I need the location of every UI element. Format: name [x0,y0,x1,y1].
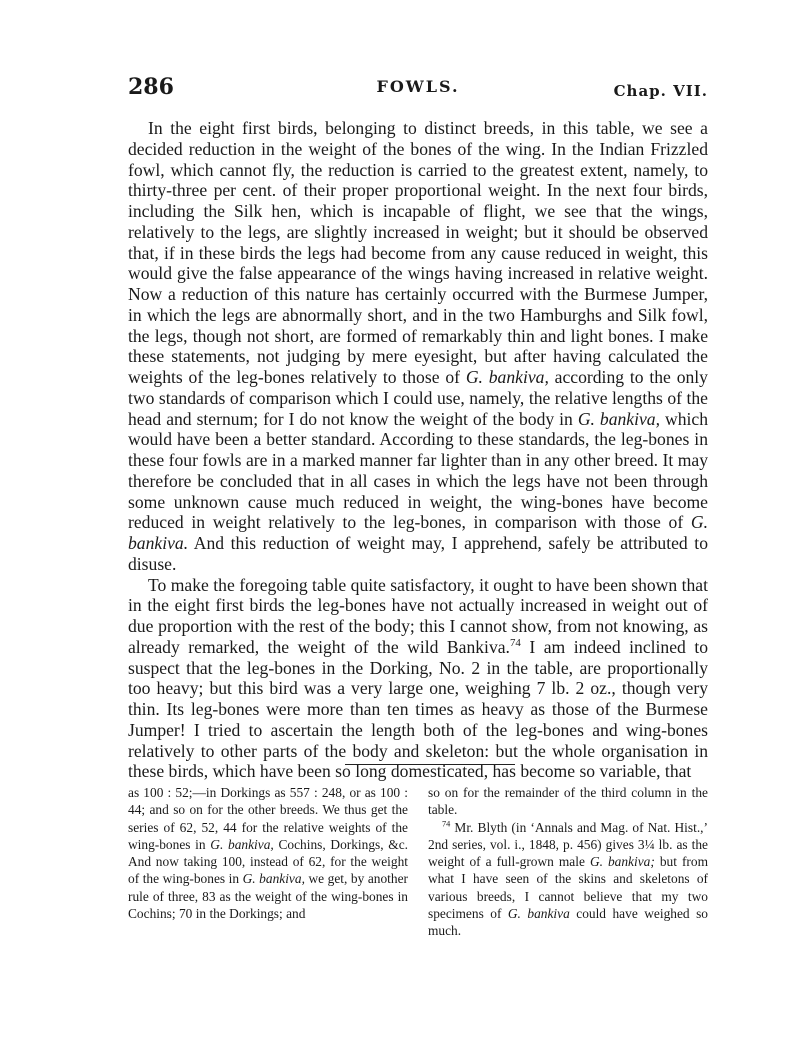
page-number: 286 [128,74,174,100]
species-name: G. bankiva [507,906,570,922]
main-text [128,118,708,782]
footnote-74: $^{74}$ Mr. Blyth (in ‘Annals and Mag. of Nat. Hist.,’ 2nd series, vol. i., 1848, p. 456) gives 3¼ lb. as the weight of a full-grown male G. bankiva; but from what I have seen of the skins and skeletons of various breeds, I cannot believe that my two specimens of G. bankiva could have weighed so much. [428,819,709,939]
footnote-column-right [428,784,708,940]
species-name: G. bankiva, [242,871,305,887]
species-name: G. bankiva. [128,512,708,553]
body-paragraph-2: To make the foregoing table quite satisfactory, it ought to have been shown that in the eight first birds the leg-bones have not actually increased in weight out of due proportion with the rest of the body; this I cannot show, from not knowing, as already remarked, the weight of the wild Bankiva.$^{74}$ I am indeed inclined to suspect that the leg-bones in the Dorking, No. 2 in the table, are proportionally too heavy; but this bird was a very large one, weighing 7 lb. 2 oz., though very thin. Its leg-bones were more than ten times as heavy as those of the Burmese Jumper! I tried to ascertain the length both of the leg-bones and wing-bones relatively to other parts of the body and skeleton: but the whole organisation in these birds, which have been so long domesticated, has become so variable, that [128,574,709,782]
species-name: G. bankiva, [465,367,549,387]
species-name: G. bankiva, [210,836,274,852]
page-header [128,74,708,108]
footnote-divider [345,764,515,765]
footnote-continuation-end: so on for the remainder of the third column in the table. [428,785,708,818]
species-name: G. bankiva, [577,408,661,429]
footnotes [128,784,708,940]
running-title: FOWLS. [376,77,460,96]
body-paragraph-1: In the eight first birds, belonging to distinct breeds, in this table, we see a decided reduction in the weight of the bones of the wing. In the Indian Frizzled fowl, which cannot fly, the reduction is carried to the greatest extent, namely, to thirty-three per cent. of their proper proportional weight. In the next four birds, including the Silk hen, which is incapable of flight, we see that the wings, relatively to the legs, are slightly increased in weight; but it should be observed that, if in these birds the legs had become from any cause reduced in weight, this would give the false appearance of the wings having increased in relative weight. Now a reduction of this nature has certainly occurred with the Burmese Jumper, in which the legs are abnormally short, and in the two Hamburghs and Silk fowl, the legs, though not short, are formed of remarkably thin and light bones. I make these statements, not judging by mere eyesight, but after having calculated the weights of the leg-bones relatively to those of G. bankiva, according to the only two standards of comparison which I could use, namely, the relative lengths of the head and sternum; for I do not know the weight of the body in G. bankiva, which would have been a better standard. According to these standards, the leg-bones in these four fowls are in a marked manner far lighter than in any other breed. It may therefore be concluded that in all cases in which the legs have not been through some unknown cause much reduced in weight, the wing-bones have become reduced in weight relatively to the leg-bones, in comparison with those of G. bankiva. And this reduction of weight may, I apprehend, safely be attributed to disuse. [128,118,708,574]
species-name: G. bankiva; [589,854,655,870]
footnote-continuation: as 100 : 52;—in Dorkings as 557 : 248, or as 100 : 44; and so on for the other breeds. We thus get the series of 62, 52, 44 for the relative weights of the wing-bones in G. bankiva, Cochins, Dorkings, &c. And now taking 100, instead of 62, for the weight of the wing-bones in G. bankiva, we get, by another rule of three, 83 as the weight of the wing-bones in Cochins; 70 in the Dorkings; and [128,785,408,922]
chapter-label: Chap. VII. [613,82,708,100]
footnote-number: 74 [442,819,451,829]
footnote-column-left [128,784,408,940]
footnote-reference[interactable]: 74 [509,636,521,649]
